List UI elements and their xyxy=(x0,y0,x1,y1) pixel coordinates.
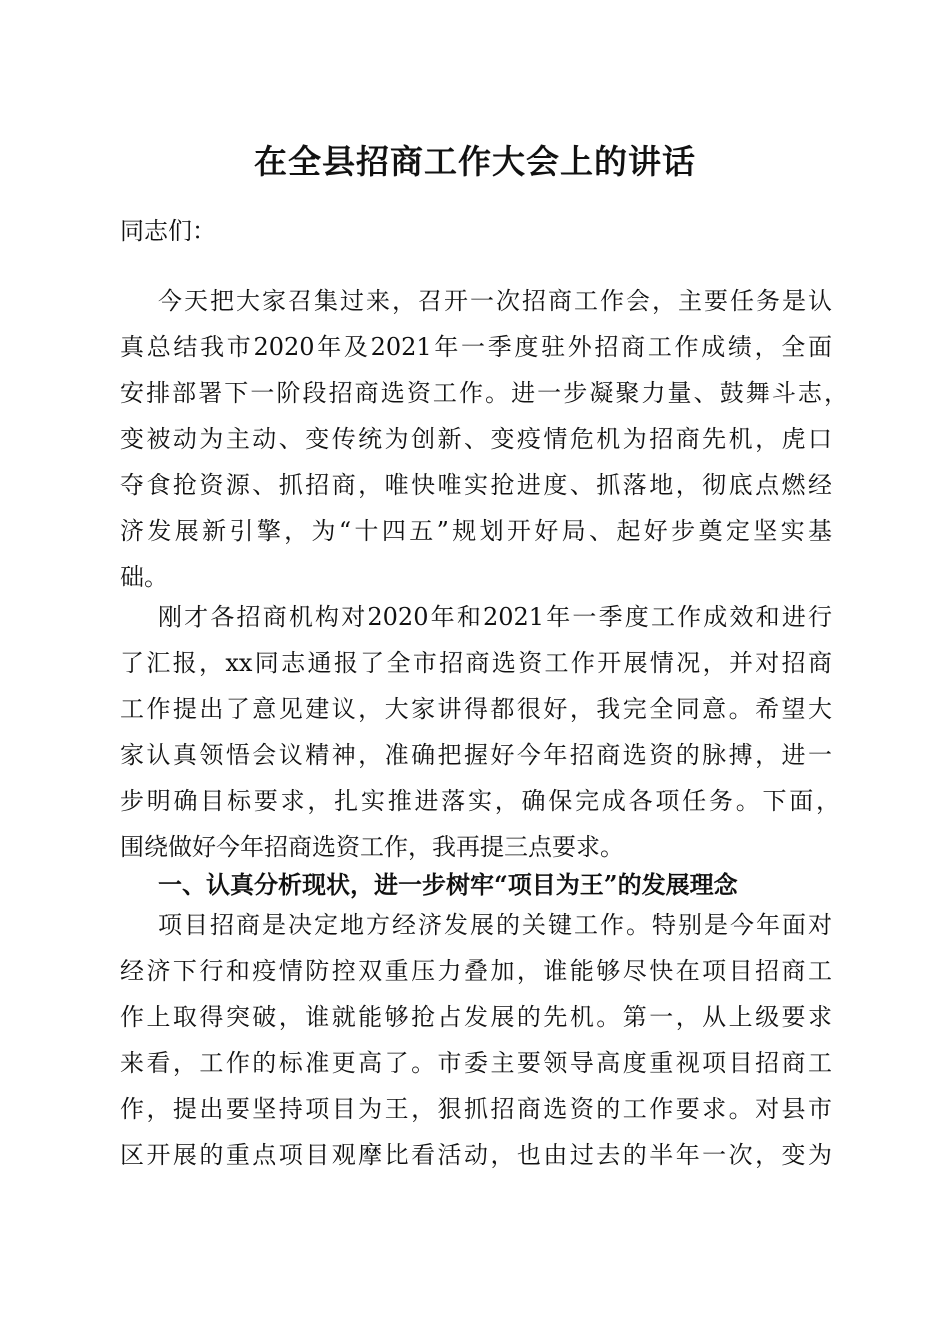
paragraph-3 xyxy=(120,902,832,1178)
text-line: 步明确目标要求，扎实推进落实，确保完成各项任务。下面， xyxy=(120,787,840,815)
text-line: 来看，工作的标准更高了。市委主要领导高度重视项目招商工 xyxy=(120,1049,832,1077)
text-line: 项目招商是决定地方经济发展的关键工作。特别是今年面对 xyxy=(158,911,832,939)
paragraph-1 xyxy=(120,278,848,600)
text-line: 围绕做好今年招商选资工作，我再提三点要求。 xyxy=(120,833,624,861)
text-line: 区开展的重点项目观摩比看活动，也由过去的半年一次，变为 xyxy=(120,1141,832,1169)
text-line: 作，提出要坚持项目为王，狠抓招商选资的工作要求。对县市 xyxy=(120,1095,832,1123)
salutation: 同志们： xyxy=(120,217,216,245)
text-line: 了汇报，xx同志通报了全市招商选资工作开展情况，并对招商 xyxy=(120,649,832,677)
text-line: 真总结我市2020年及2021年一季度驻外招商工作成绩，全面 xyxy=(120,333,832,361)
text-line: 础。 xyxy=(120,563,168,591)
paragraph-2 xyxy=(120,594,840,870)
text-line: 济发展新引擎，为“十四五”规划开好局、起好步奠定坚实基 xyxy=(120,517,832,545)
text-line: 安排部署下一阶段招商选资工作。进一步凝聚力量、鼓舞斗志， xyxy=(120,379,848,407)
document-body xyxy=(120,208,848,1178)
section-heading-1: 一、认真分析现状，进一步树牢“项目为王”的发展理念 xyxy=(158,870,738,899)
text-line: 今天把大家召集过来，召开一次招商工作会，主要任务是认 xyxy=(158,287,832,315)
text-line: 变被动为主动、变传统为创新、变疫情危机为招商先机，虎口 xyxy=(120,425,832,453)
text-line: 家认真领悟会议精神，准确把握好今年招商选资的脉搏，进一 xyxy=(120,741,832,769)
text-line: 经济下行和疫情防控双重压力叠加，谁能够尽快在项目招商工 xyxy=(120,957,832,985)
text-line: 刚才各招商机构对2020年和2021年一季度工作成效和进行 xyxy=(158,603,832,631)
text-line: 作上取得突破，谁就能够抢占发展的先机。第一，从上级要求 xyxy=(120,1003,832,1031)
text-line: 夺食抢资源、抓招商，唯快唯实抢进度、抓落地，彻底点燃经 xyxy=(120,471,832,499)
document-title: 在全县招商工作大会上的讲话 xyxy=(254,142,696,181)
text-line: 工作提出了意见建议，大家讲得都很好，我完全同意。希望大 xyxy=(120,695,832,723)
